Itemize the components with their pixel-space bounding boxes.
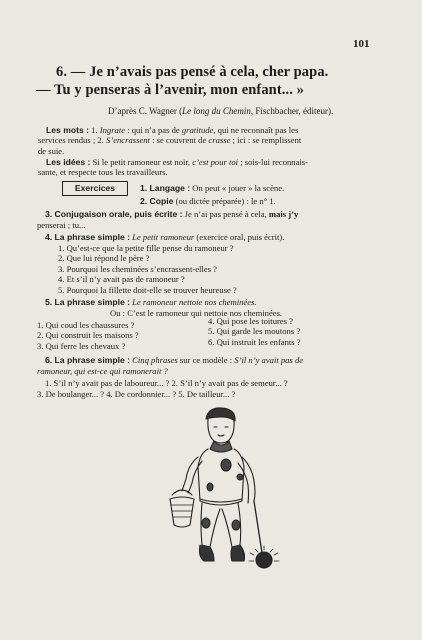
exercise-3-line2: penserai ; tu... (37, 220, 86, 230)
exercise-6-model: ramoneur, qui est-ce qui ramonerait ? (37, 366, 168, 376)
exercise-6-line4: 3. De boulanger... ? 4. De cordonnier... ? 5. De tailleur... ? (37, 389, 236, 399)
list-item: 3. Pourquoi les cheminées s’encrassent-elles ? (58, 263, 217, 274)
exercise-5-line2: Ou : C’est le ramoneur qui nettoie nos cheminées. (110, 308, 283, 318)
list-item: 4. Qui pose les toitures ? (208, 316, 293, 326)
list-item: 1. Qu’est-ce que la petite fille pense du ramoneur ? (58, 243, 234, 253)
exercise-2: 2. Copie (ou dictée préparée) : le n° 1. (140, 196, 276, 206)
page-number: 101 (353, 38, 370, 50)
title-line-2: — Tu y penseras à l’avenir, mon enfant... » (36, 82, 305, 98)
list-item: 1. Qui coud les chaussures ? (37, 320, 135, 330)
list-item: 5. Qui garde les moutons ? (208, 326, 301, 337)
ideas-section: Les idées : Si le petit ramoneur est noir, c’est pour toi ; sois-lui reconnais- sante, et respecte tous les travailleurs. (38, 157, 308, 178)
exercise-4: 4. La phrase simple : Le petit ramoneur (exercice oral, puis écrit). (45, 232, 285, 242)
exercise-3: 3. Conjugaison orale, puis écrite : Je n’ai pas pensé à cela, mais j’y (45, 209, 299, 219)
exercise-1: 1. Langage : On peut « jouer » la scène. (140, 183, 285, 193)
exercices-box: Exercices (62, 181, 128, 196)
idees-label: Les idées : (46, 157, 91, 167)
vocabulary-section: Les mots : 1. Ingrate : qui n’a pas de gratitude, qui ne reconnaît pas les services rendus ; 2. S’encrassent : se couvrent de crasse ; ici : se remplissent de suie. (38, 125, 302, 156)
list-item: 2. Qui construit les maisons ? (37, 330, 139, 341)
chimney-sweep-illustration (150, 405, 290, 575)
exercise-4-list (58, 243, 237, 295)
exercise-5-right-col (208, 316, 301, 347)
exercise-5: 5. La phrase simple : Le ramoneur nettoie nos cheminées. (45, 297, 257, 307)
title-line-1: 6. — Je n’avais pas pensé à cela, cher papa. (56, 64, 329, 80)
exercise-6-line3: 1. S’il n’y avait pas de laboureur... ? 2. S’il n’y avait pas de semeur... ? (45, 378, 288, 388)
exercise-5-left-col (37, 320, 139, 351)
list-item: 2. Que lui répond le père ? (58, 253, 150, 264)
source-citation: D’après C. Wagner (Le long du Chemin, Fischbacher, éditeur). (108, 106, 334, 116)
list-item: 5. Pourquoi la fillette doit-elle se trouver heureuse ? (58, 284, 237, 295)
list-item: 3. Qui ferre les chevaux ? (37, 340, 126, 351)
book-title: Le long du Chemin (182, 106, 251, 116)
mots-label: Les mots : (46, 125, 89, 135)
list-item: 6. Qui instruit les enfants ? (208, 336, 301, 347)
list-item: 4. Et s’il n’y avait pas de ramoneur ? (58, 274, 185, 285)
exercise-6: 6. La phrase simple : Cinq phrases sur ce modèle : S’il n’y avait pas de (45, 355, 304, 365)
